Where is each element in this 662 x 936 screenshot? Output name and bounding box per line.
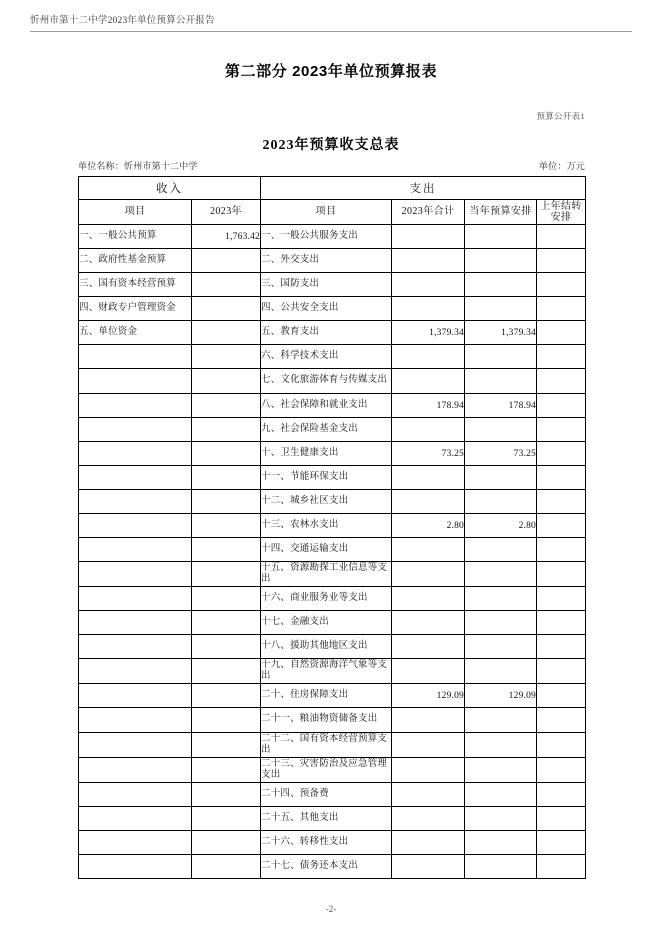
income-item-cell	[79, 562, 192, 587]
expenditure-current-cell	[465, 708, 537, 733]
budget-revenue-expenditure-table	[78, 176, 586, 879]
table-row	[79, 635, 586, 659]
income-value-cell	[192, 611, 261, 635]
expenditure-total-cell	[392, 611, 465, 635]
income-item-cell: 二、政府性基金预算	[79, 249, 192, 273]
expenditure-item-cell: 六、科学技术支出	[261, 345, 392, 369]
expenditure-item-cell: 十四、交通运输支出	[261, 538, 392, 562]
income-value-cell	[192, 855, 261, 879]
table-row	[79, 345, 586, 369]
table-row	[79, 321, 586, 345]
expenditure-total-cell	[392, 562, 465, 587]
table-row	[79, 442, 586, 466]
expenditure-item-cell: 二十、住房保障支出	[261, 684, 392, 708]
expenditure-current-cell	[465, 807, 537, 831]
table-group-header-row	[79, 177, 586, 200]
income-value-cell	[192, 273, 261, 297]
income-item-cell	[79, 855, 192, 879]
expenditure-current-cell	[465, 831, 537, 855]
income-value-cell	[192, 369, 261, 394]
column-header-income-year: 2023年	[192, 200, 261, 225]
income-item-cell	[79, 418, 192, 442]
expenditure-carryover-cell	[537, 635, 586, 659]
table-row	[79, 659, 586, 684]
expenditure-item-cell: 十一、节能环保支出	[261, 466, 392, 490]
table-body	[79, 225, 586, 879]
expenditure-carryover-cell	[537, 249, 586, 273]
expenditure-total-cell	[392, 758, 465, 783]
expenditure-item-cell: 五、教育支出	[261, 321, 392, 345]
expenditure-current-cell	[465, 466, 537, 490]
income-value-cell	[192, 466, 261, 490]
expenditure-current-cell	[465, 369, 537, 394]
table-column-header-row	[79, 200, 586, 225]
amount-unit-label: 单位：万元	[538, 161, 585, 171]
page-running-header	[30, 14, 632, 36]
income-item-cell	[79, 831, 192, 855]
income-item-cell	[79, 538, 192, 562]
group-header-income: 收入	[79, 177, 261, 200]
expenditure-item-cell: 二十七、债务还本支出	[261, 855, 392, 879]
expenditure-item-cell: 十五、资源勘探工业信息等支出	[261, 562, 392, 587]
expenditure-carryover-cell	[537, 466, 586, 490]
expenditure-carryover-cell	[537, 394, 586, 418]
expenditure-total-cell	[392, 831, 465, 855]
expenditure-total-cell	[392, 733, 465, 758]
expenditure-item-cell: 二十三、灾害防治及应急管理支出	[261, 758, 392, 783]
expenditure-carryover-cell	[537, 345, 586, 369]
income-item-cell	[79, 783, 192, 807]
income-value-cell	[192, 297, 261, 321]
expenditure-item-cell: 七、文化旅游体育与传媒支出	[261, 369, 392, 394]
income-item-cell: 五、单位资金	[79, 321, 192, 345]
expenditure-carryover-cell	[537, 442, 586, 466]
table-row	[79, 418, 586, 442]
income-value-cell	[192, 807, 261, 831]
table-row	[79, 297, 586, 321]
income-item-cell	[79, 490, 192, 514]
income-value-cell	[192, 587, 261, 611]
expenditure-current-cell: 178.94	[465, 394, 537, 418]
expenditure-item-cell: 四、公共安全支出	[261, 297, 392, 321]
table-row	[79, 783, 586, 807]
income-item-cell	[79, 611, 192, 635]
income-item-cell	[79, 369, 192, 394]
income-item-cell	[79, 659, 192, 684]
expenditure-item-cell: 十、卫生健康支出	[261, 442, 392, 466]
income-value-cell	[192, 514, 261, 538]
expenditure-carryover-cell	[537, 321, 586, 345]
expenditure-total-cell: 1,379.34	[392, 321, 465, 345]
expenditure-carryover-cell	[537, 514, 586, 538]
expenditure-item-cell: 十九、自然资源海洋气象等支出	[261, 659, 392, 684]
expenditure-total-cell	[392, 659, 465, 684]
expenditure-total-cell: 129.09	[392, 684, 465, 708]
expenditure-carryover-cell	[537, 733, 586, 758]
expenditure-total-cell	[392, 538, 465, 562]
expenditure-total-cell	[392, 273, 465, 297]
income-item-cell	[79, 587, 192, 611]
expenditure-current-cell: 2.80	[465, 514, 537, 538]
income-value-cell	[192, 758, 261, 783]
expenditure-total-cell	[392, 490, 465, 514]
page-header-divider	[30, 31, 632, 32]
expenditure-total-cell	[392, 466, 465, 490]
expenditure-total-cell: 2.80	[392, 514, 465, 538]
expenditure-carryover-cell	[537, 855, 586, 879]
expenditure-item-cell: 三、国防支出	[261, 273, 392, 297]
table-row	[79, 369, 586, 394]
expenditure-item-cell: 二、外交支出	[261, 249, 392, 273]
expenditure-total-cell: 178.94	[392, 394, 465, 418]
expenditure-total-cell	[392, 369, 465, 394]
expenditure-total-cell	[392, 418, 465, 442]
income-item-cell	[79, 442, 192, 466]
table-meta-row	[78, 159, 585, 172]
expenditure-current-cell	[465, 611, 537, 635]
income-item-cell	[79, 684, 192, 708]
income-item-cell: 四、财政专户管理资金	[79, 297, 192, 321]
income-value-cell	[192, 538, 261, 562]
income-value-cell	[192, 562, 261, 587]
page-header-text: 忻州市第十二中学2023年单位预算公开报告	[30, 16, 215, 26]
expenditure-carryover-cell	[537, 490, 586, 514]
expenditure-total-cell	[392, 855, 465, 879]
income-value-cell	[192, 684, 261, 708]
table-row	[79, 758, 586, 783]
expenditure-total-cell	[392, 249, 465, 273]
expenditure-current-cell: 129.09	[465, 684, 537, 708]
expenditure-item-cell: 十二、城乡社区支出	[261, 490, 392, 514]
group-header-expenditure: 支出	[261, 177, 586, 200]
table-row	[79, 490, 586, 514]
expenditure-carryover-cell	[537, 783, 586, 807]
column-header-expenditure-item: 项目	[261, 200, 392, 225]
column-header-expenditure-current: 当年预算安排	[465, 200, 537, 225]
income-value-cell	[192, 733, 261, 758]
expenditure-current-cell: 73.25	[465, 442, 537, 466]
expenditure-total-cell	[392, 783, 465, 807]
income-item-cell	[79, 514, 192, 538]
income-item-cell: 三、国有资本经营预算	[79, 273, 192, 297]
form-number-label: 预算公开表1	[536, 111, 585, 121]
income-value-cell	[192, 394, 261, 418]
expenditure-current-cell	[465, 297, 537, 321]
expenditure-total-cell	[392, 345, 465, 369]
column-header-expenditure-carryover: 上年结转安排	[537, 200, 586, 225]
table-row	[79, 807, 586, 831]
expenditure-current-cell	[465, 733, 537, 758]
income-item-cell	[79, 708, 192, 733]
table-row	[79, 708, 586, 733]
expenditure-item-cell: 十三、农林水支出	[261, 514, 392, 538]
expenditure-item-cell: 二十五、其他支出	[261, 807, 392, 831]
income-value-cell: 1,763.42	[192, 225, 261, 249]
expenditure-current-cell	[465, 273, 537, 297]
page-number-footer: -2-	[325, 904, 337, 914]
income-value-cell	[192, 418, 261, 442]
expenditure-carryover-cell	[537, 758, 586, 783]
income-item-cell	[79, 758, 192, 783]
expenditure-total-cell	[392, 297, 465, 321]
expenditure-current-cell: 1,379.34	[465, 321, 537, 345]
income-item-cell	[79, 466, 192, 490]
expenditure-carryover-cell	[537, 659, 586, 684]
income-value-cell	[192, 831, 261, 855]
expenditure-current-cell	[465, 490, 537, 514]
income-value-cell	[192, 345, 261, 369]
income-value-cell	[192, 635, 261, 659]
expenditure-current-cell	[465, 538, 537, 562]
part-title: 第二部分 2023年单位预算报表	[224, 63, 438, 80]
expenditure-current-cell	[465, 345, 537, 369]
income-item-cell	[79, 635, 192, 659]
expenditure-total-cell	[392, 225, 465, 249]
table-row	[79, 394, 586, 418]
expenditure-carryover-cell	[537, 225, 586, 249]
expenditure-current-cell	[465, 855, 537, 879]
budget-table-container	[78, 176, 585, 879]
expenditure-carryover-cell	[537, 831, 586, 855]
table-title: 2023年预算收支总表	[262, 138, 400, 153]
expenditure-item-cell: 一、一般公共服务支出	[261, 225, 392, 249]
expenditure-carryover-cell	[537, 273, 586, 297]
table-row	[79, 562, 586, 587]
expenditure-total-cell	[392, 807, 465, 831]
income-item-cell	[79, 807, 192, 831]
income-item-cell: 一、一般公共预算	[79, 225, 192, 249]
expenditure-item-cell: 二十六、转移性支出	[261, 831, 392, 855]
expenditure-item-cell: 二十二、国有资本经营预算支出	[261, 733, 392, 758]
expenditure-current-cell	[465, 635, 537, 659]
income-value-cell	[192, 321, 261, 345]
expenditure-total-cell: 73.25	[392, 442, 465, 466]
income-value-cell	[192, 783, 261, 807]
expenditure-current-cell	[465, 249, 537, 273]
income-value-cell	[192, 490, 261, 514]
income-item-cell	[79, 345, 192, 369]
expenditure-item-cell: 二十四、预备费	[261, 783, 392, 807]
expenditure-current-cell	[465, 418, 537, 442]
expenditure-total-cell	[392, 587, 465, 611]
table-row	[79, 831, 586, 855]
table-row	[79, 587, 586, 611]
expenditure-current-cell	[465, 562, 537, 587]
expenditure-carryover-cell	[537, 538, 586, 562]
expenditure-current-cell	[465, 783, 537, 807]
expenditure-total-cell	[392, 635, 465, 659]
table-row	[79, 684, 586, 708]
expenditure-item-cell: 八、社会保障和就业支出	[261, 394, 392, 418]
unit-name-label: 单位名称：忻州市第十二中学	[78, 161, 198, 171]
expenditure-carryover-cell	[537, 708, 586, 733]
column-header-expenditure-total: 2023年合计	[392, 200, 465, 225]
expenditure-carryover-cell	[537, 611, 586, 635]
expenditure-item-cell: 十八、援助其他地区支出	[261, 635, 392, 659]
table-row	[79, 514, 586, 538]
income-value-cell	[192, 708, 261, 733]
income-item-cell	[79, 394, 192, 418]
expenditure-current-cell	[465, 659, 537, 684]
income-value-cell	[192, 442, 261, 466]
expenditure-current-cell	[465, 225, 537, 249]
expenditure-carryover-cell	[537, 587, 586, 611]
expenditure-item-cell: 十六、商业服务业等支出	[261, 587, 392, 611]
expenditure-carryover-cell	[537, 562, 586, 587]
income-item-cell	[79, 733, 192, 758]
table-row	[79, 733, 586, 758]
income-value-cell	[192, 659, 261, 684]
expenditure-carryover-cell	[537, 418, 586, 442]
column-header-income-item: 项目	[79, 200, 192, 225]
table-row	[79, 855, 586, 879]
table-head	[79, 177, 586, 225]
expenditure-current-cell	[465, 587, 537, 611]
expenditure-carryover-cell	[537, 297, 586, 321]
expenditure-carryover-cell	[537, 369, 586, 394]
expenditure-item-cell: 二十一、粮油物资储备支出	[261, 708, 392, 733]
expenditure-carryover-cell	[537, 807, 586, 831]
expenditure-item-cell: 九、社会保险基金支出	[261, 418, 392, 442]
table-row	[79, 225, 586, 249]
expenditure-current-cell	[465, 758, 537, 783]
income-value-cell	[192, 249, 261, 273]
expenditure-carryover-cell	[537, 684, 586, 708]
table-row	[79, 538, 586, 562]
table-row	[79, 249, 586, 273]
table-row	[79, 273, 586, 297]
table-row	[79, 611, 586, 635]
expenditure-total-cell	[392, 708, 465, 733]
expenditure-item-cell: 十七、金融支出	[261, 611, 392, 635]
table-row	[79, 466, 586, 490]
